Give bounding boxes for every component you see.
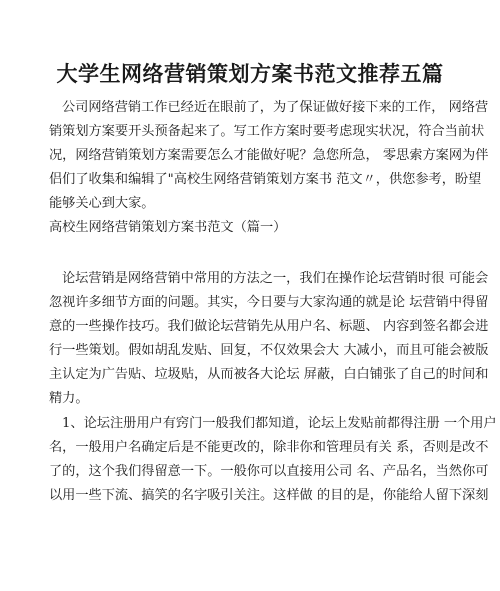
intro-line-2: 销策划方案要开头预备起来了。写工作方案时要考虑现实状况，符合当前状 bbox=[49, 124, 485, 139]
paragraph-1-line-1: 论坛营销是网络营销中常用的方法之一，我们在操作论坛营销时很 可能会 bbox=[62, 271, 489, 286]
paragraph-2-line-4: 以用一些下流、搞笑的名字吸引关注。这样做 的目的是，你能给人留下深刻 bbox=[49, 488, 489, 503]
section-heading: 高校生网络营销策划方案书范文（篇一） bbox=[49, 220, 287, 235]
paragraph-1-line-5: 主认定为广告贴、垃圾贴，从而被各大论坛 屏蔽，白白铺张了自己的时间和 bbox=[49, 367, 489, 382]
paragraph-1-line-2: 忽视许多细节方面的问题。其实，今日要与大家沟通的就是论 坛营销中得留 bbox=[49, 295, 489, 310]
paragraph-2-line-1: 1、论坛注册用户有窍门一般我们都知道，论坛上发贴前都得注册 一个用户 bbox=[62, 416, 497, 431]
paragraph-2-line-3: 了的，这个我们得留意一下。一般你可以直接用公司 名、产品名，当然你可 bbox=[49, 464, 489, 479]
intro-line-1: 公司网络营销工作已经近在眼前了，为了保证做好接下来的工作， 网络营 bbox=[62, 100, 489, 115]
paragraph-1-line-4: 行一些策划。假如胡乱发贴、回复，不仅效果会大 大减小，而且可能会被版 bbox=[49, 343, 489, 358]
intro-line-5: 能够关心到大家。 bbox=[49, 196, 155, 211]
intro-line-3: 况，网络营销策划方案需要怎么才能做好呢？急您所急， 零思索方案网为伴 bbox=[49, 148, 489, 163]
intro-line-4: 侣们了收集和编辑了"高校生网络营销策划方案书 范文〃，供您参考，盼望 bbox=[49, 172, 482, 187]
paragraph-1-line-6: 精力。 bbox=[49, 391, 89, 406]
paragraph-1-line-3: 意的一些操作技巧。我们做论坛营销先从用户名、标题、 内容到签名都会进 bbox=[49, 319, 489, 334]
document-title: 大学生网络营销策划方案书范文推荐五篇 bbox=[56, 61, 444, 86]
paragraph-2-line-2: 名，一般用户名确定后是不能更改的，除非你和管理员有关 系，否则是改不 bbox=[49, 440, 489, 455]
